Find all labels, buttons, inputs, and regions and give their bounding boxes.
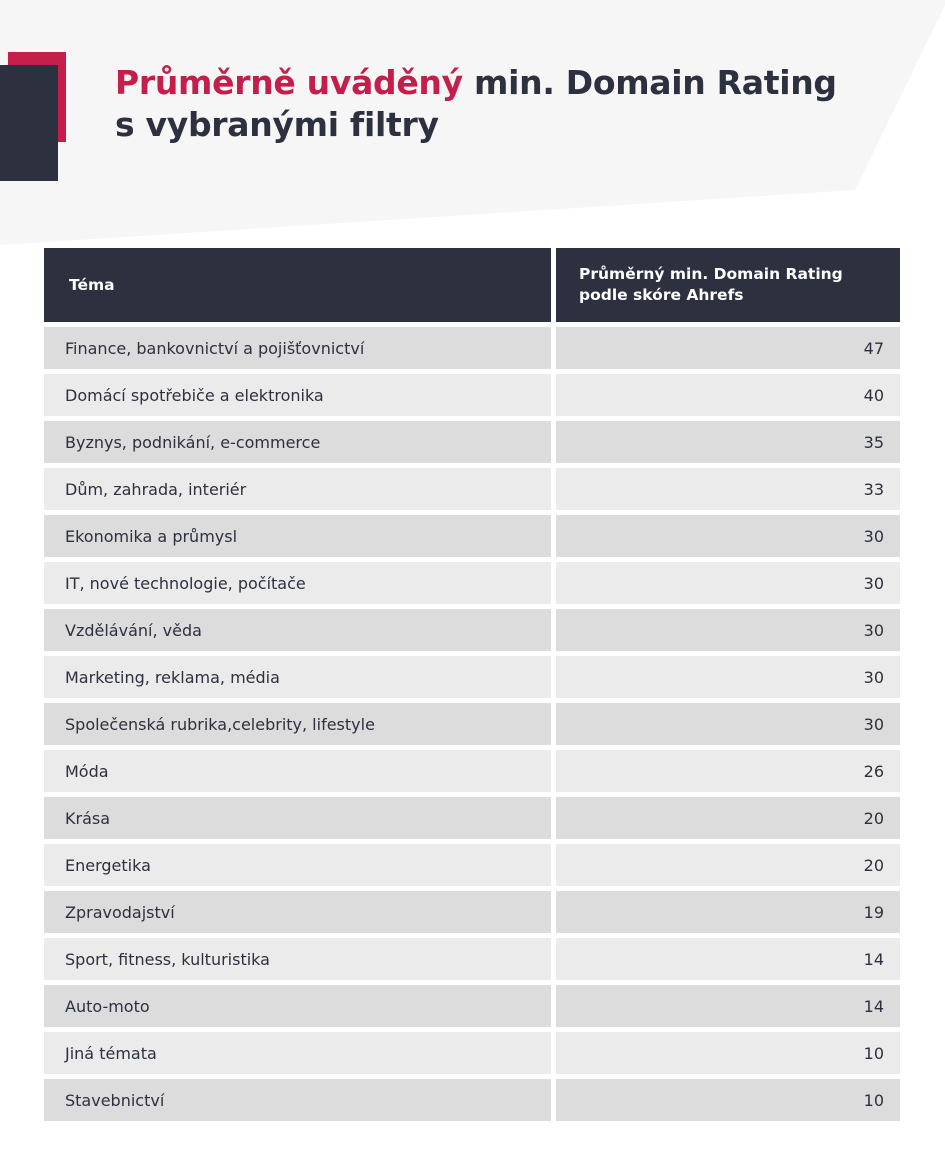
topic-cell: Stavebnictví <box>44 1079 551 1121</box>
rating-value-cell: 14 <box>556 938 900 980</box>
topic-cell: Sport, fitness, kulturistika <box>44 938 551 980</box>
rating-value-cell: 19 <box>556 891 900 933</box>
table-row <box>44 374 900 416</box>
topic-cell: Jiná témata <box>44 1032 551 1074</box>
table-row <box>44 844 900 886</box>
table-row <box>44 468 900 510</box>
rating-value-cell: 30 <box>556 656 900 698</box>
rating-value-cell: 26 <box>556 750 900 792</box>
header-rating-line-2: podle skóre Ahrefs <box>579 286 744 304</box>
table-row <box>44 938 900 980</box>
rating-value-cell: 10 <box>556 1079 900 1121</box>
table-row <box>44 609 900 651</box>
table-row <box>44 797 900 839</box>
table-row <box>44 891 900 933</box>
header-rating-line-1: Průměrný min. Domain Rating <box>579 265 843 283</box>
domain-rating-table <box>44 248 900 1126</box>
table-row <box>44 327 900 369</box>
rating-value-cell: 20 <box>556 844 900 886</box>
rating-value-cell: 47 <box>556 327 900 369</box>
topic-cell: Energetika <box>44 844 551 886</box>
topic-cell: Dům, zahrada, interiér <box>44 468 551 510</box>
rating-value-cell: 30 <box>556 562 900 604</box>
topic-cell: Zpravodajství <box>44 891 551 933</box>
topic-cell: Domácí spotřebiče a elektronika <box>44 374 551 416</box>
rating-value-cell: 30 <box>556 703 900 745</box>
table-row <box>44 985 900 1027</box>
table-row <box>44 703 900 745</box>
table-row <box>44 656 900 698</box>
header-topic: Téma <box>44 248 551 322</box>
table-row <box>44 421 900 463</box>
page-title <box>115 62 895 146</box>
topic-cell: Finance, bankovnictví a pojišťovnictví <box>44 327 551 369</box>
table-header <box>44 248 900 322</box>
title-highlight: Průměrně uváděný <box>115 63 463 102</box>
table-body <box>44 327 900 1121</box>
table-row <box>44 750 900 792</box>
rating-value-cell: 33 <box>556 468 900 510</box>
title-line-2: s vybranými filtry <box>115 105 439 144</box>
table-row <box>44 1032 900 1074</box>
topic-cell: Móda <box>44 750 551 792</box>
table-row <box>44 1079 900 1121</box>
rating-value-cell: 10 <box>556 1032 900 1074</box>
title-line-1 <box>115 62 895 104</box>
topic-cell: Marketing, reklama, média <box>44 656 551 698</box>
rating-value-cell: 20 <box>556 797 900 839</box>
rating-value-cell: 30 <box>556 609 900 651</box>
topic-cell: Byznys, podnikání, e-commerce <box>44 421 551 463</box>
rating-value-cell: 35 <box>556 421 900 463</box>
accent-block-dark <box>0 65 58 181</box>
rating-value-cell: 14 <box>556 985 900 1027</box>
table-row <box>44 562 900 604</box>
topic-cell: Auto-moto <box>44 985 551 1027</box>
topic-cell: Krása <box>44 797 551 839</box>
table-row <box>44 515 900 557</box>
header-rating <box>556 248 900 322</box>
rating-value-cell: 40 <box>556 374 900 416</box>
topic-cell: Vzdělávání, věda <box>44 609 551 651</box>
title-rest: min. Domain Rating <box>462 63 837 102</box>
topic-cell: Ekonomika a průmysl <box>44 515 551 557</box>
rating-value-cell: 30 <box>556 515 900 557</box>
topic-cell: IT, nové technologie, počítače <box>44 562 551 604</box>
topic-cell: Společenská rubrika,celebrity, lifestyle <box>44 703 551 745</box>
